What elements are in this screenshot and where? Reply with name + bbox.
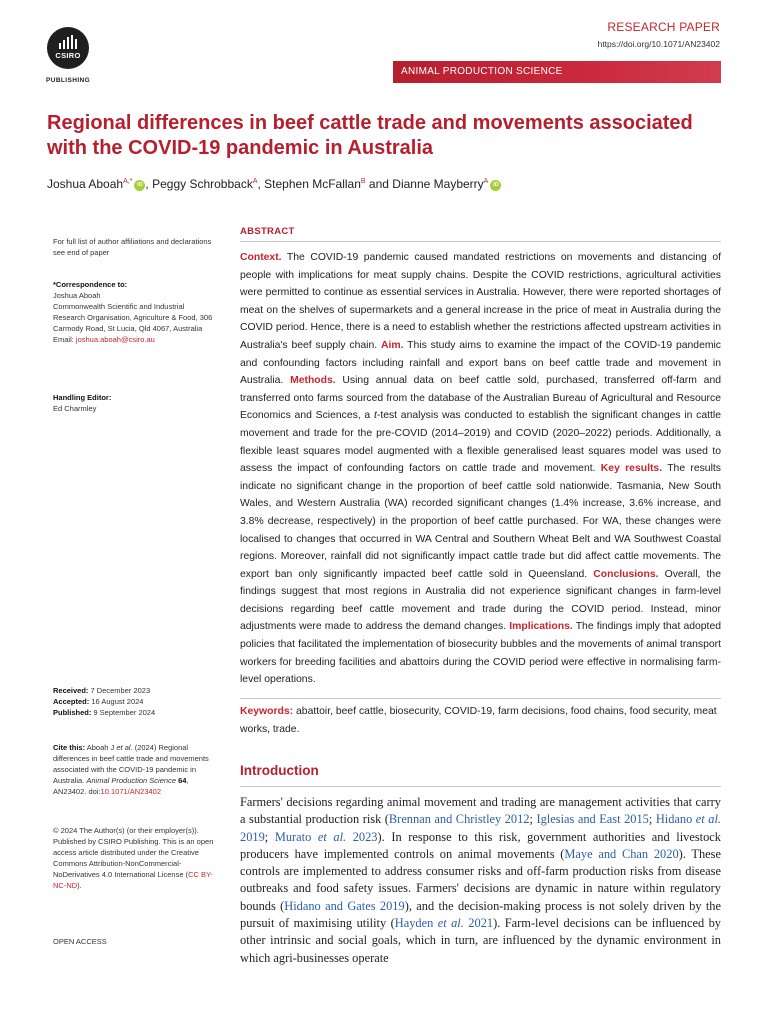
intro-text: ). Farm-level decisions can be influenced by other intrinsic and social goals, which in turn, are influenced by the dynamic environment in which agri-businesses operate <box>240 916 722 965</box>
abstract-heading: ABSTRACT <box>240 226 295 237</box>
copyright-text: © 2024 The Author(s) (or their employer(s)). Published by CSIRO Publishing. This is an open access article distributed under the Creative Commons Attribution-NonCommercial-NoDerivatives 4.0 International License ( <box>53 826 214 879</box>
citation-link[interactable]: Iglesias and East 2015 <box>536 812 649 827</box>
methods-text: -test analysis was conducted to establish the significant changes in cattle movement and trade for the pre-COVID (2014–2019) and COVID (2020–2022) periods. Additionally, a flexible least squares model augmented with a flexible generalised least squares model was used to assess the impact of confounding factors on cattle trade and movement. <box>240 410 722 475</box>
author-separator: and <box>365 177 393 191</box>
publisher-label: PUBLISHING <box>46 77 91 84</box>
affiliations-note: For full list of author affiliations and declarations see end of paper <box>53 237 212 257</box>
author-affil: B <box>360 178 366 185</box>
correspondence-label: *Correspondence to: <box>53 280 128 289</box>
published-label: Published: <box>53 708 92 717</box>
author-name[interactable]: Dianne Mayberry <box>392 177 484 191</box>
citation-etal: et al. <box>437 916 464 931</box>
author-list <box>47 177 501 191</box>
received-label: Received: <box>53 686 89 695</box>
intro-text: ; <box>648 812 656 827</box>
author-affil: A <box>483 178 489 185</box>
article-type: RESEARCH PAPER <box>607 20 720 34</box>
csiro-logo <box>47 27 89 69</box>
logo-text: CSIRO <box>55 51 81 60</box>
aim-text: This study aims to examine the impact of the COVID-19 pandemic and confounding factors including rainfall and export bans on beef cattle trade and movement in Australia. <box>240 339 722 387</box>
cite-text: , AN23402. doi: <box>53 776 189 796</box>
author-name[interactable]: Peggy Schrobback <box>152 177 253 191</box>
conclusions-text: Overall, the findings suggest that most regions in Australia did not experience significant changes in farm-level decisions regarding beef cattle movement and trade during the COVID period. Instead, minor adjustments were made to address the demand changes. <box>240 568 721 633</box>
citation-year: 2019 <box>240 829 265 844</box>
keywords-divider <box>240 698 721 699</box>
cite-etal: et al. <box>116 743 133 752</box>
keywords-text: abattoir, beef cattle, biosecurity, COVID-19, farm decisions, food chains, food security, meat works, trade. <box>240 706 717 735</box>
methods-label: Methods. <box>290 375 336 387</box>
dates-block <box>53 685 218 718</box>
author-name[interactable]: Joshua Aboah <box>47 177 124 191</box>
author-name[interactable]: Stephen McFallan <box>264 177 361 191</box>
aim-label: Aim. <box>380 339 404 351</box>
citation-year: 2023 <box>346 829 378 844</box>
logo-bars-icon <box>55 35 81 49</box>
correspondence-name: Joshua Aboah <box>53 291 101 300</box>
accepted-date: 16 August 2024 <box>89 697 144 706</box>
abstract-text <box>240 249 721 689</box>
correspondence-block <box>53 279 218 345</box>
intro-text: Farmers' decisions regarding animal movement and trading are management activities that carry a substantial production risk ( <box>240 795 721 827</box>
implications-text: The findings imply that adopted policies that facilitated the implementation of biosecurity bubbles and the movements of animal transport workers for breeding facilities and abattoirs during the COVID period were effective in normalising farm-level operations. <box>240 621 721 686</box>
author-separator: , <box>145 177 153 191</box>
copyright-block <box>53 825 218 891</box>
implications-label: Implications. <box>509 621 573 633</box>
orcid-icon[interactable]: iD <box>134 180 145 191</box>
citation-link[interactable] <box>275 830 378 844</box>
cite-journal: Animal Production Science <box>86 776 176 785</box>
methods-t: t <box>373 410 377 422</box>
author-affil: A,* <box>123 178 133 185</box>
intro-text: ). In response to this risk, government authorities and livestock producers have implemented controls on animal movements ( <box>240 829 721 861</box>
context-label: Context. <box>240 252 282 263</box>
introduction-divider <box>240 786 721 787</box>
results-text: The results indicate no significant change in the proportion of beef cattle sold nationwide. Tasmania, New South Wales, and Western Australia (WA) recorded significant changes (1.4% increase, 3.6% increase, and 3.8% decrease, respectively) in the proportion of beef cattle purchased. For WA, these changes were localised to changes that occurred in WA Central and Southern Wheat Belt and WA Southwest Coastal regions. Moreover, rainfall did not significantly impact cattle trade but did affect cattle movements. The export ban only significantly impacted beef cattle sold in Queensland. <box>240 463 721 580</box>
license-link[interactable]: CC BY-NC-ND <box>53 870 213 890</box>
orcid-icon[interactable]: iD <box>490 180 501 191</box>
cite-text: Aboah J <box>85 743 117 752</box>
conclusions-label: Conclusions. <box>593 568 659 580</box>
intro-text: ; <box>264 829 275 844</box>
citation-link[interactable]: Hidano and Gates 2019 <box>284 898 405 913</box>
keywords-label: Keywords: <box>240 706 294 717</box>
author-affil: A <box>252 178 258 185</box>
introduction-heading: Introduction <box>240 763 319 778</box>
copyright-text: ). <box>77 881 82 890</box>
citation-link[interactable]: Maye and Chan 2020 <box>564 846 679 861</box>
methods-text: Using annual data on beef cattle sold, purchased, transferred off-farm and transferred onto farms sourced from the database of the Australian Bureau of Agricultural and Resource Economics and Sciences, a <box>240 375 722 422</box>
intro-text: ). These controls are implemented to address consumer risks and off-farm production risks from disease outbreaks and food safety issues. Farmers' decisions are dynamic in nature within regulatory bounds ( <box>240 846 721 913</box>
keywords <box>240 703 721 738</box>
context-text: The COVID-19 pandemic caused mandated restrictions on movements and distancing of people with implications for meat supply chains. Despite the COVID restrictions, agricultural activities were permitted to continue as essential services in Australia. However, there were reported shortages of meat on the shelves of supermarkets and a general increase in the price of meat in Australia during the COVID period. Hence, there is a need to establish whether the restrictions affected upstream activities in Australia's beef supply chain. <box>240 252 721 351</box>
cite-volume: 64 <box>176 776 187 785</box>
handling-editor <box>53 392 218 414</box>
cite-doi-link[interactable]: 10.1071/AN23402 <box>100 787 162 796</box>
open-access-label: OPEN ACCESS <box>53 937 107 946</box>
accepted-label: Accepted: <box>53 697 90 706</box>
citation-author: Hayden <box>394 916 438 931</box>
email-link[interactable]: joshua.aboah@csiro.au <box>75 335 155 344</box>
doi-link[interactable]: https://doi.org/10.1071/AN23402 <box>597 39 720 49</box>
results-label: Key results. <box>600 463 663 475</box>
correspondence-org: Commonwealth Scientific and Industrial Research Organisation, Agriculture & Food, 306 Carmody Road, St Lucia, Qld 4067, Australia <box>53 302 213 333</box>
paper-title: Regional differences in beef cattle trade and movements associated with the COVID-19 pandemic in Australia <box>47 112 693 159</box>
intro-text: ), and the decision-making process is not solely driven by the pursuit of maximising utility ( <box>240 898 722 931</box>
introduction-text <box>240 794 721 967</box>
editor-label: Handling Editor: <box>53 393 112 402</box>
citation-etal: et al. <box>695 812 721 827</box>
citation-etal: et al. <box>317 829 347 844</box>
intro-text: ; <box>529 812 537 827</box>
citation-year: 2021 <box>463 916 494 931</box>
cite-text: (2024) Regional differences in beef cattle trade and movements associated with the COVID-19 pandemic in Australia. <box>53 743 209 785</box>
received-date: 7 December 2023 <box>88 686 151 695</box>
author-separator: , <box>257 177 265 191</box>
abstract-divider <box>240 241 721 242</box>
cite-label: Cite this: <box>53 743 86 752</box>
citation-link[interactable] <box>395 916 493 930</box>
citation-link[interactable]: Brennan and Christley 2012 <box>388 812 530 827</box>
editor-name: Ed Charmley <box>53 404 97 413</box>
journal-name: ANIMAL PRODUCTION SCIENCE <box>401 66 563 77</box>
email-label: Email: <box>53 335 76 344</box>
cite-this <box>53 742 218 797</box>
published-date: 9 September 2024 <box>91 708 156 717</box>
citation-author: Murato <box>274 829 318 844</box>
citation-author: Hidano <box>655 812 696 827</box>
journal-banner <box>393 61 721 83</box>
